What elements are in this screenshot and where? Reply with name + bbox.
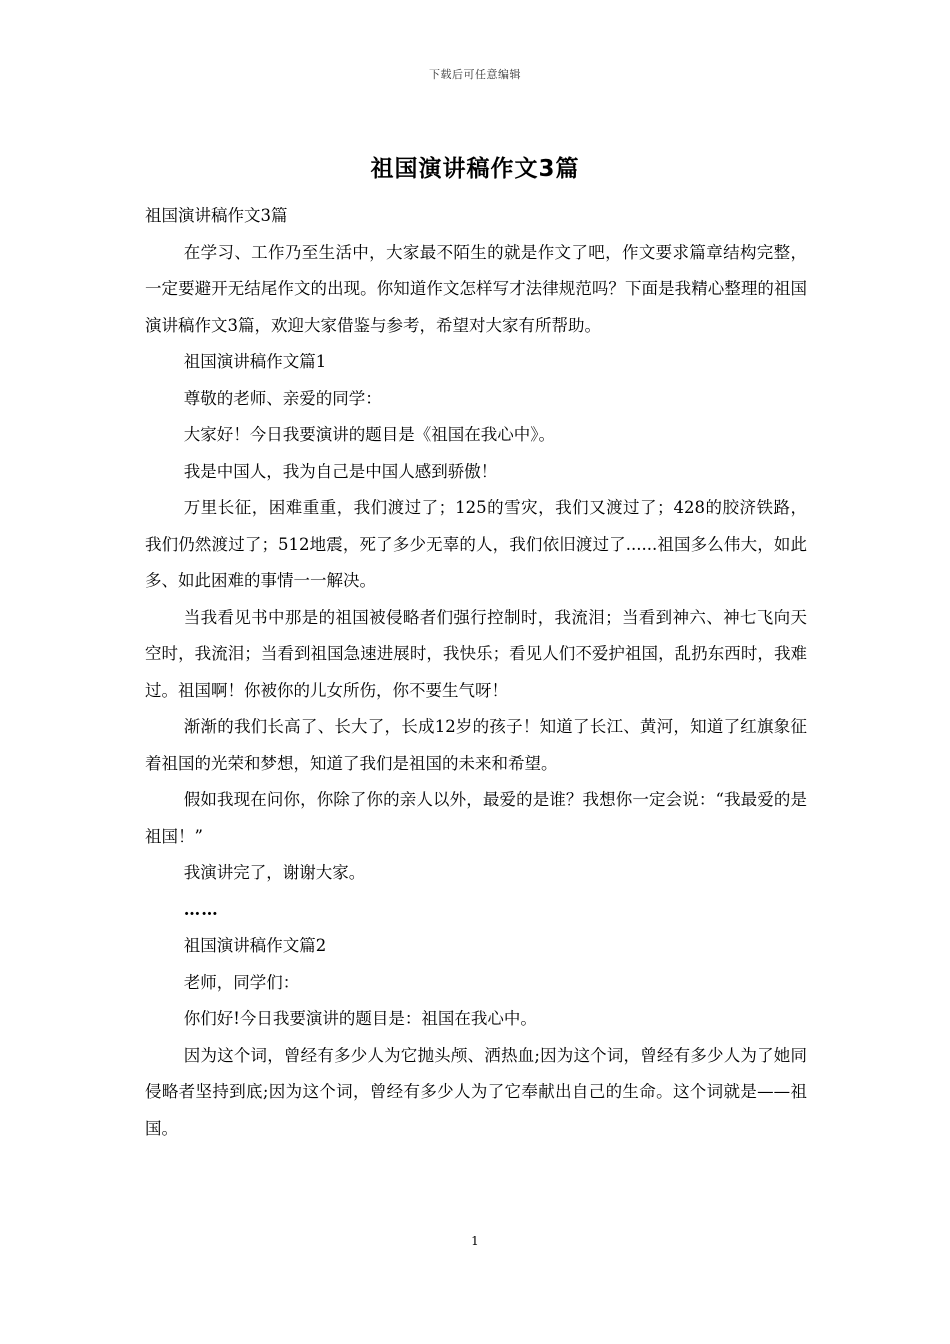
body-paragraph: 我是中国人，我为自己是中国人感到骄傲！ [183, 461, 498, 481]
document-body [145, 198, 807, 1147]
document-title: 祖国演讲稿作文3篇 [370, 156, 580, 182]
page-number: 1 [471, 1234, 479, 1248]
body-paragraph: 假如我现在问你，你除了你的亲人以外，最爱的是谁？我想你一定会说：“我最爱的是祖国！” [145, 790, 807, 846]
section-heading-1: 祖国演讲稿作文篇1 [183, 352, 327, 371]
section-heading-2: 祖国演讲稿作文篇2 [183, 936, 327, 955]
closing-line-1: 我演讲完了，谢谢大家。 [183, 863, 366, 882]
body-paragraph: 因为这个词，曾经有多少人为它抛头颅、洒热血;因为这个词，曾经有多少人为了她同侵略者坚持到底;因为这个词，曾经有多少人为了它奉献出自己的生命。这个词就是——祖国。 [145, 1045, 807, 1138]
intro-paragraph: 在学习、工作乃至生活中，大家最不陌生的就是作文了吧，作文要求篇章结构完整，一定要避开无结尾作文的出现。你知道作文怎样写才法律规范吗？下面是我精心整理的祖国演讲稿作文3篇，欢迎大家借鉴与参考，希望对大家有所帮助。 [145, 242, 807, 335]
body-paragraph: 当我看见书中那是的祖国被侵略者们强行控制时，我流泪；当看到神六、神七飞向天空时，我流泪；当看到祖国急速进展时，我快乐；看见人们不爱护祖国，乱扔东西时，我难过。祖国啊！你被你的儿女所伤，你不要生气呀！ [145, 607, 807, 700]
body-paragraph: 大家好！今日我要演讲的题目是《祖国在我心中》。 [183, 425, 556, 444]
body-paragraph: 万里长征，困难重重，我们渡过了；125的雪灾，我们又渡过了；428的胶济铁路，我们仍然渡过了；512地震，死了多少无辜的人，我们依旧渡过了......祖国多么伟大，如此多、如此困难的事情一一解决。 [145, 498, 807, 590]
subtitle-line: 祖国演讲稿作文3篇 [145, 206, 288, 225]
header-note: 下载后可任意编辑 [429, 68, 521, 81]
salutation-2: 老师，同学们： [183, 972, 300, 992]
salutation-1: 尊敬的老师、亲爱的同学： [183, 388, 382, 408]
body-paragraph: 渐渐的我们长高了、长大了，长成12岁的孩子！知道了长江、黄河，知道了红旗象征着祖国的光荣和梦想，知道了我们是祖国的未来和希望。 [145, 717, 807, 773]
body-paragraph: 你们好!今日我要演讲的题目是：祖国在我心中。 [183, 1009, 537, 1028]
section-separator: …… [183, 899, 219, 919]
